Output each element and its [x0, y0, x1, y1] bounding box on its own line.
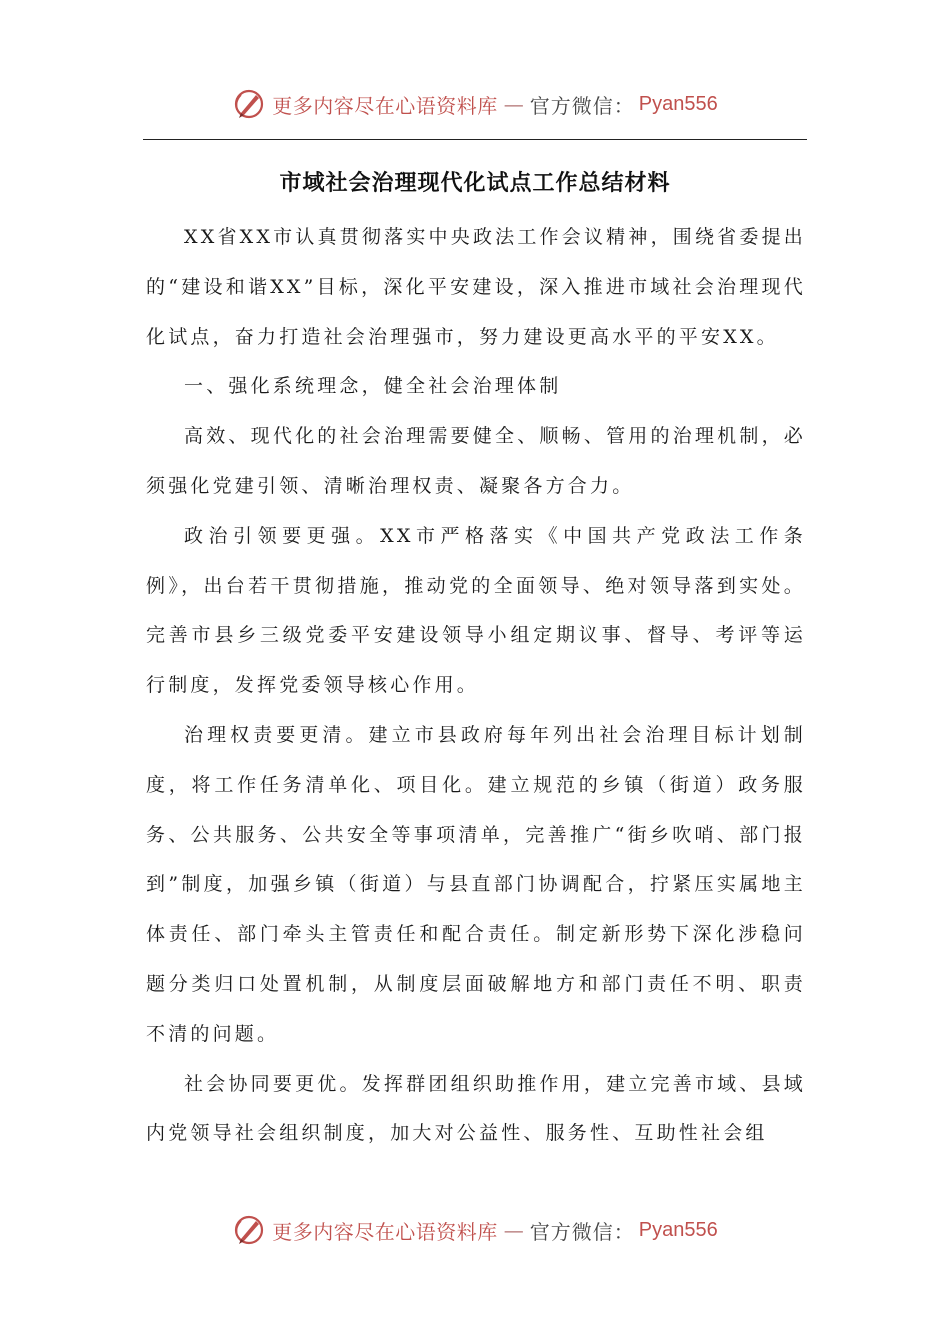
- header-divider: [143, 139, 807, 140]
- wechat-id: Pyan556: [638, 92, 718, 115]
- paragraph-intro: XX省XX市认真贯彻落实中央政法工作会议精神，围绕省委提出的“建设和谐XX”目标，深化平安建设，深入推进市域社会治理现代化试点，奋力打造社会治理强市，努力建设更高水平的平安XX。: [146, 226, 806, 348]
- official-label: 官方微信：: [529, 93, 635, 118]
- paragraph-political-leadership: 政治引领要更强。XX市严格落实《中国共产党政法工作条例》，出台若干贯彻措施，推动党的全面领导、绝对领导落到实处。完善市县乡三级党委平安建设领导小组定期议事、督导、考评等运行制度，发挥党委领导核心作用。: [146, 524, 806, 697]
- banner-separator: —: [503, 92, 524, 116]
- document-body: [146, 213, 806, 1159]
- document-title: 市域社会治理现代化试点工作总结材料: [279, 171, 671, 196]
- header-banner: [0, 84, 950, 124]
- paragraph-mechanism: 高效、现代化的社会治理需要健全、顺畅、管用的治理机制，必须强化党建引领、清晰治理权责、凝聚各方合力。: [146, 425, 806, 497]
- wechat-id: Pyan556: [638, 1218, 718, 1241]
- promo-text: 更多内容尽在心语资料库: [272, 93, 498, 118]
- pen-circle-logo-icon: [232, 1213, 266, 1247]
- official-label: 官方微信：: [529, 1219, 635, 1244]
- footer-banner: [0, 1210, 950, 1250]
- pen-circle-logo-icon: [232, 87, 266, 121]
- paragraph-governance-responsibility: 治理权责要更清。建立市县政府每年列出社会治理目标计划制度，将工作任务清单化、项目化。建立规范的乡镇（街道）政务服务、公共服务、公共安全等事项清单，完善推广“街乡吹哨、部门报到”制度，加强乡镇（街道）与县直部门协调配合，拧紧压实属地主体责任、部门牵头主管责任和配合责任。制定新形势下深化涉稳问题分类归口处置机制，从制度层面破解地方和部门责任不明、职责不清的问题。: [146, 723, 806, 1045]
- promo-text: 更多内容尽在心语资料库: [272, 1219, 498, 1244]
- banner-separator: —: [503, 1218, 524, 1242]
- section-heading: 一、强化系统理念，健全社会治理体制: [184, 375, 562, 398]
- paragraph-social-coordination: 社会协同要更优。发挥群团组织助推作用，建立完善市域、县域内党领导社会组织制度，加大对公益性、服务性、互助性社会组: [146, 1072, 806, 1145]
